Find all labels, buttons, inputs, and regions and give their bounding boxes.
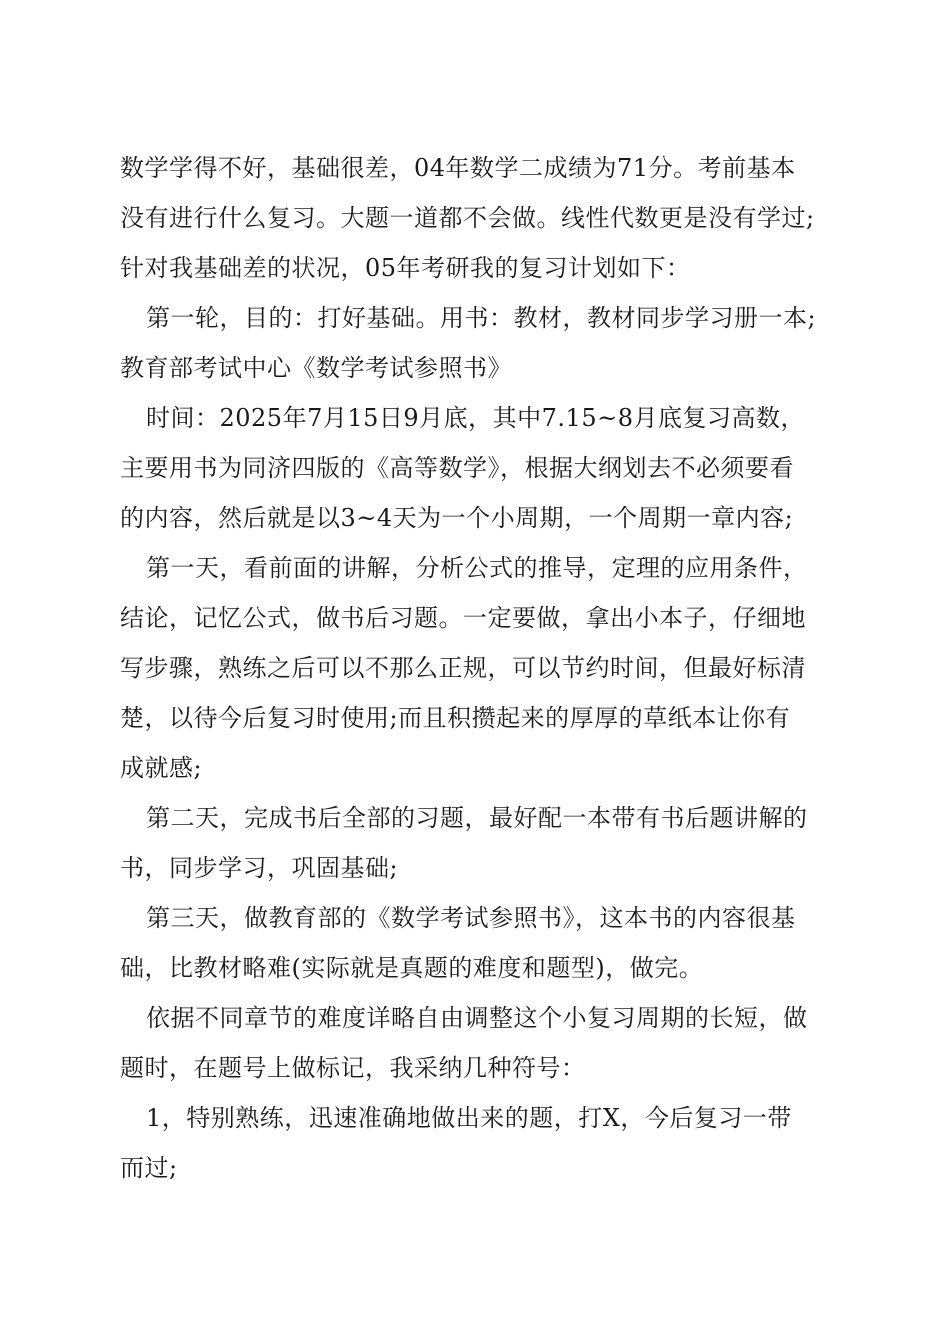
text-line: 针对我基础差的状况，05年考研我的复习计划如下： (120, 254, 691, 282)
text-line: 而过; (120, 1154, 178, 1182)
text-line: 没有进行什么复习。大题一道都不会做。线性代数更是没有学过; (120, 204, 815, 232)
text-line: 数学学得不好，基础很差，04年数学二成绩为71分。考前基本 (120, 154, 796, 182)
text-line: 依据不同章节的难度详略自由调整这个小复习周期的长短，做 (146, 1004, 808, 1032)
text-line: 时间：2025年7月15日9月底，其中7.15~8月底复习高数， (146, 404, 805, 432)
text-line: 成就感; (120, 754, 203, 782)
text-line: 教育部考试中心《数学考试参照书》 (120, 354, 512, 382)
text-line: 书，同步学习，巩固基础; (120, 854, 399, 882)
text-line: 楚，以待今后复习时使用;而且积攒起来的厚厚的草纸本让你有 (120, 704, 791, 732)
text-line: 写步骤，熟练之后可以不那么正规，可以节约时间，但最好标清 (120, 654, 806, 682)
text-line: 第二天，完成书后全部的习题，最好配一本带有书后题讲解的 (146, 804, 808, 832)
text-line: 题时，在题号上做标记，我采纳几种符号： (120, 1054, 586, 1082)
text-line: 的内容，然后就是以3~4天为一个小周期，一个周期一章内容; (120, 504, 794, 532)
text-line: 主要用书为同济四版的《高等数学》，根据大纲划去不必须要看 (120, 454, 794, 482)
text-line: 1，特别熟练，迅速准确地做出来的题，打X，今后复习一带 (146, 1104, 792, 1132)
text-line: 结论，记忆公式，做书后习题。一定要做，拿出小本子，仔细地 (120, 604, 806, 632)
text-line: 第一轮，目的：打好基础。用书：教材，教材同步学习册一本; (146, 304, 817, 332)
text-line: 第三天，做教育部的《数学考试参照书》，这本书的内容很基 (146, 904, 796, 932)
text-line: 第一天，看前面的讲解，分析公式的推导，定理的应用条件， (146, 554, 808, 582)
text-line: 础，比教材略难(实际就是真题的难度和题型)，做完。 (120, 954, 704, 982)
